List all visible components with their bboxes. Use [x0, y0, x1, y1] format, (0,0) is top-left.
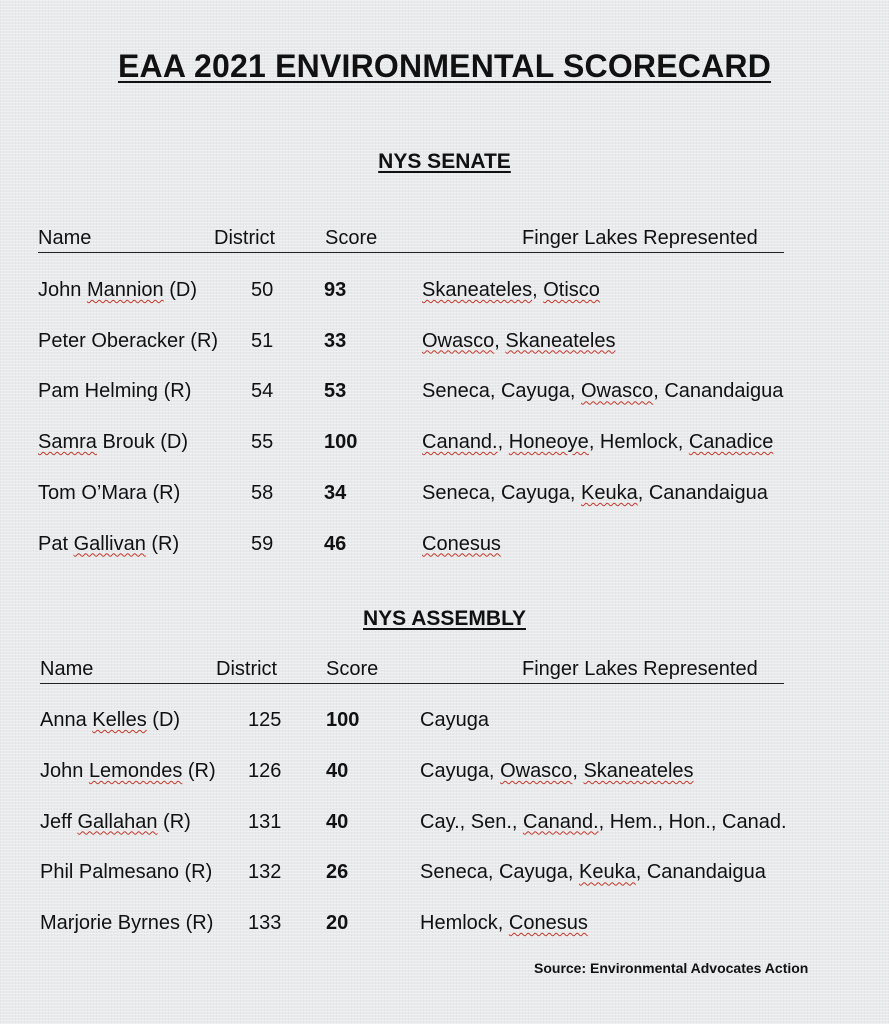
district-number: 59: [251, 532, 274, 555]
score-value: 93: [324, 279, 347, 301]
member-name: Anna Kelles (D): [40, 709, 181, 731]
member-name: Tom O’Mara (R): [38, 481, 181, 504]
table-row: [0, 279, 889, 309]
finger-lakes-list: Cayuga: [420, 709, 489, 731]
score-value: 26: [326, 861, 349, 884]
district-number: 125: [248, 709, 282, 731]
score-value: 100: [324, 431, 358, 454]
member-name: Jeff Gallahan (R): [40, 810, 191, 833]
header-rule: [40, 683, 784, 684]
finger-lakes-list: Skaneateles, Otisco: [422, 279, 600, 301]
district-number: 133: [248, 912, 282, 935]
member-name: John Lemondes (R): [40, 759, 216, 782]
finger-lakes-list: Cayuga, Owasco, Skaneateles: [420, 759, 694, 782]
score-value: 46: [324, 532, 347, 555]
table-row: [0, 380, 889, 410]
member-name: John Mannion (D): [38, 279, 197, 301]
score-value: 40: [326, 759, 349, 782]
table-row: [0, 811, 889, 841]
table-row: [0, 482, 889, 512]
member-name: Phil Palmesano (R): [40, 861, 213, 884]
member-name: Samra Brouk (D): [38, 431, 189, 454]
district-number: 58: [251, 481, 274, 504]
finger-lakes-list: Conesus: [422, 532, 501, 555]
finger-lakes-list: Seneca, Cayuga, Owasco, Canandaigua: [422, 380, 784, 403]
senate-heading: NYS SENATE: [378, 150, 511, 173]
source-note: Source: Environmental Advocates Action: [534, 960, 809, 976]
district-number: 131: [248, 810, 282, 833]
table-row: [0, 912, 889, 942]
finger-lakes-list: Hemlock, Conesus: [420, 912, 588, 935]
district-number: 50: [251, 279, 274, 301]
assembly-column-headers: [0, 658, 889, 688]
column-score: Score: [326, 658, 379, 680]
table-row: [0, 533, 889, 563]
finger-lakes-list: Canand., Honeoye, Hemlock, Canadice: [422, 431, 774, 454]
finger-lakes-list: Seneca, Cayuga, Keuka, Canandaigua: [420, 861, 766, 884]
table-row: [0, 709, 889, 739]
table-row: [0, 431, 889, 461]
score-value: 40: [326, 810, 349, 833]
member-name: Peter Oberacker (R): [38, 329, 219, 352]
document-title: EAA 2021 ENVIRONMENTAL SCORECARD: [117, 48, 772, 84]
finger-lakes-list: Owasco, Skaneateles: [422, 329, 616, 352]
column-score: Score: [325, 227, 378, 249]
table-row: [0, 760, 889, 790]
column-finger-lakes: Finger Lakes Represented: [522, 658, 758, 680]
district-number: 55: [251, 431, 274, 454]
member-name: Marjorie Byrnes (R): [40, 912, 214, 935]
column-finger-lakes: Finger Lakes Represented: [522, 227, 758, 249]
score-value: 33: [324, 329, 347, 352]
district-number: 54: [251, 380, 274, 403]
assembly-heading: NYS ASSEMBLY: [363, 607, 526, 630]
member-name: Pat Gallivan (R): [38, 532, 180, 555]
district-number: 51: [251, 329, 274, 352]
column-district: District: [214, 227, 276, 249]
header-rule: [38, 252, 784, 253]
table-row: [0, 330, 889, 360]
column-district: District: [216, 658, 278, 680]
score-value: 53: [324, 380, 347, 403]
table-row: [0, 861, 889, 891]
score-value: 20: [326, 912, 349, 935]
finger-lakes-list: Seneca, Cayuga, Keuka, Canandaigua: [422, 481, 768, 504]
finger-lakes-list: Cay., Sen., Canand., Hem., Hon., Canad.: [420, 810, 787, 833]
member-name: Pam Helming (R): [38, 380, 192, 403]
district-number: 126: [248, 759, 282, 782]
district-number: 132: [248, 861, 282, 884]
score-value: 34: [324, 481, 347, 504]
column-name: Name: [40, 658, 94, 680]
column-name: Name: [38, 227, 92, 249]
score-value: 100: [326, 709, 360, 731]
senate-column-headers: [0, 227, 889, 257]
